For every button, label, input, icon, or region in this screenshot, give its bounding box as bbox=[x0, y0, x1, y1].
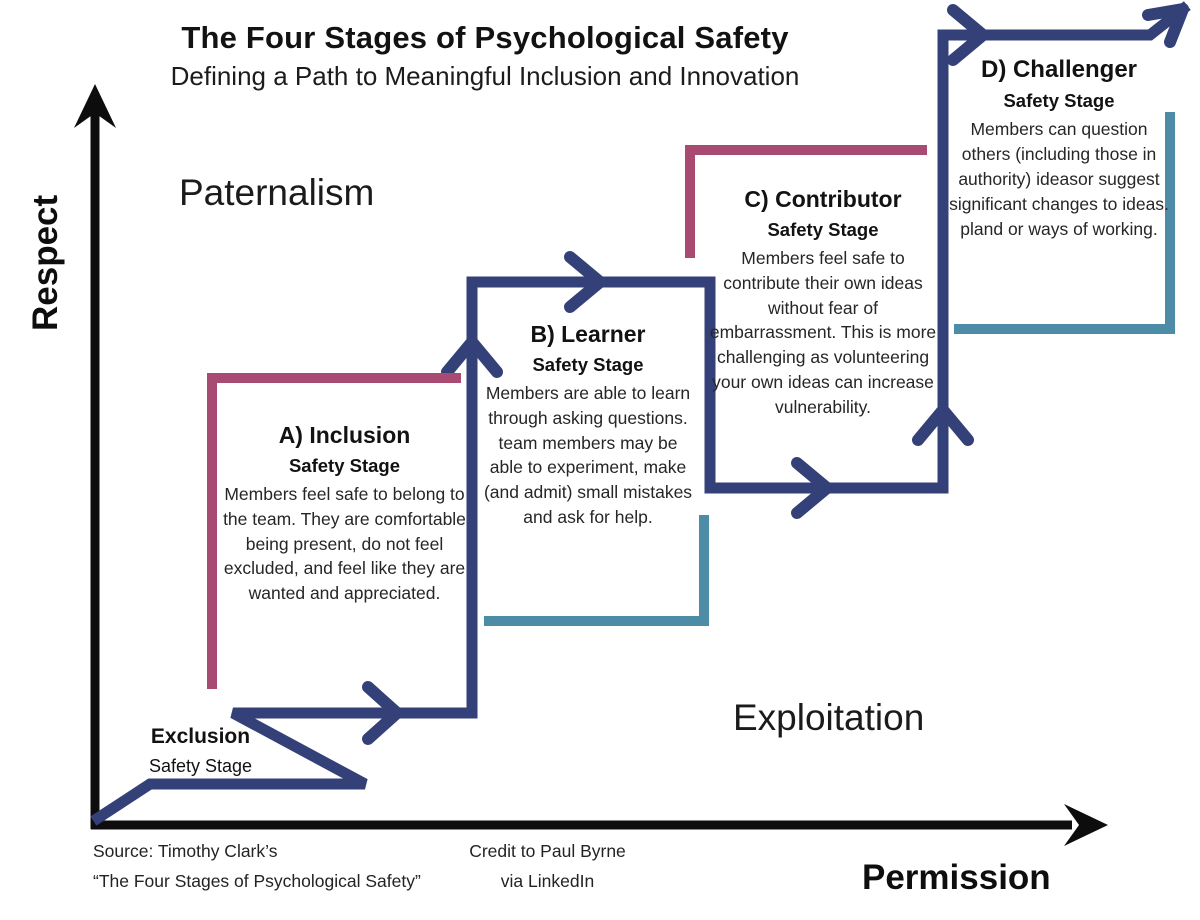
stage-challenger-sub: Safety Stage bbox=[1003, 90, 1115, 112]
source-attribution bbox=[93, 836, 421, 896]
stage-exclusion-sub: Safety Stage bbox=[148, 755, 253, 776]
stage-inclusion-body: Members feel safe to belong to the team. They are comfortable being present, do not feel excluded, and feel like they are wanted and appreciated. bbox=[223, 483, 466, 604]
page-title: The Four Stages of Psychological Safety bbox=[181, 20, 789, 55]
stage-contributor-body: Members feel safe to contribute their own ideas without fear of embarrassment. This is more challenging as volunteering your own ideas can increase vulnerability. bbox=[709, 247, 937, 417]
source-line-2: “The Four Stages of Psychological Safety” bbox=[93, 871, 421, 892]
stage-inclusion bbox=[222, 419, 467, 606]
stage-inclusion-sub: Safety Stage bbox=[288, 454, 401, 476]
source-line-1: Source: Timothy Clark’s bbox=[93, 841, 278, 861]
stage-exclusion-name: Exclusion bbox=[150, 725, 251, 748]
quadrant-label-exploitation: Exploitation bbox=[733, 697, 925, 738]
credit-line-2: via LinkedIn bbox=[500, 871, 595, 892]
stage-learner-name: B) Learner bbox=[530, 321, 646, 347]
stage-contributor bbox=[709, 183, 937, 420]
quadrant-label-paternalism: Paternalism bbox=[179, 172, 375, 213]
stage-inclusion-name: A) Inclusion bbox=[278, 422, 411, 448]
credit-attribution bbox=[455, 836, 640, 896]
stage-learner bbox=[481, 318, 695, 530]
y-axis-label: Respect bbox=[26, 194, 65, 332]
stage-learner-body: Members are able to learn through asking questions. team members may be able to experiment, make (and admit) small mistakes and ask for help. bbox=[483, 382, 693, 528]
header bbox=[100, 20, 870, 92]
stage-learner-sub: Safety Stage bbox=[532, 353, 644, 375]
x-axis-label: Permission bbox=[862, 858, 1051, 897]
stage-challenger-name: D) Challenger bbox=[980, 56, 1138, 83]
stage-exclusion bbox=[103, 722, 298, 779]
stage-challenger-body: Members can question others (including those in authority) ideasor suggest significant changes to ideas. pland or ways of working. bbox=[949, 119, 1169, 239]
stage-challenger bbox=[947, 53, 1171, 242]
bracket-teal-learner bbox=[489, 520, 704, 621]
page-subtitle: Defining a Path to Meaningful Inclusion and Innovation bbox=[170, 61, 800, 91]
credit-line-1: Credit to Paul Byrne bbox=[469, 841, 626, 861]
stage-contributor-sub: Safety Stage bbox=[767, 218, 879, 240]
stage-contributor-name: C) Contributor bbox=[744, 186, 902, 212]
